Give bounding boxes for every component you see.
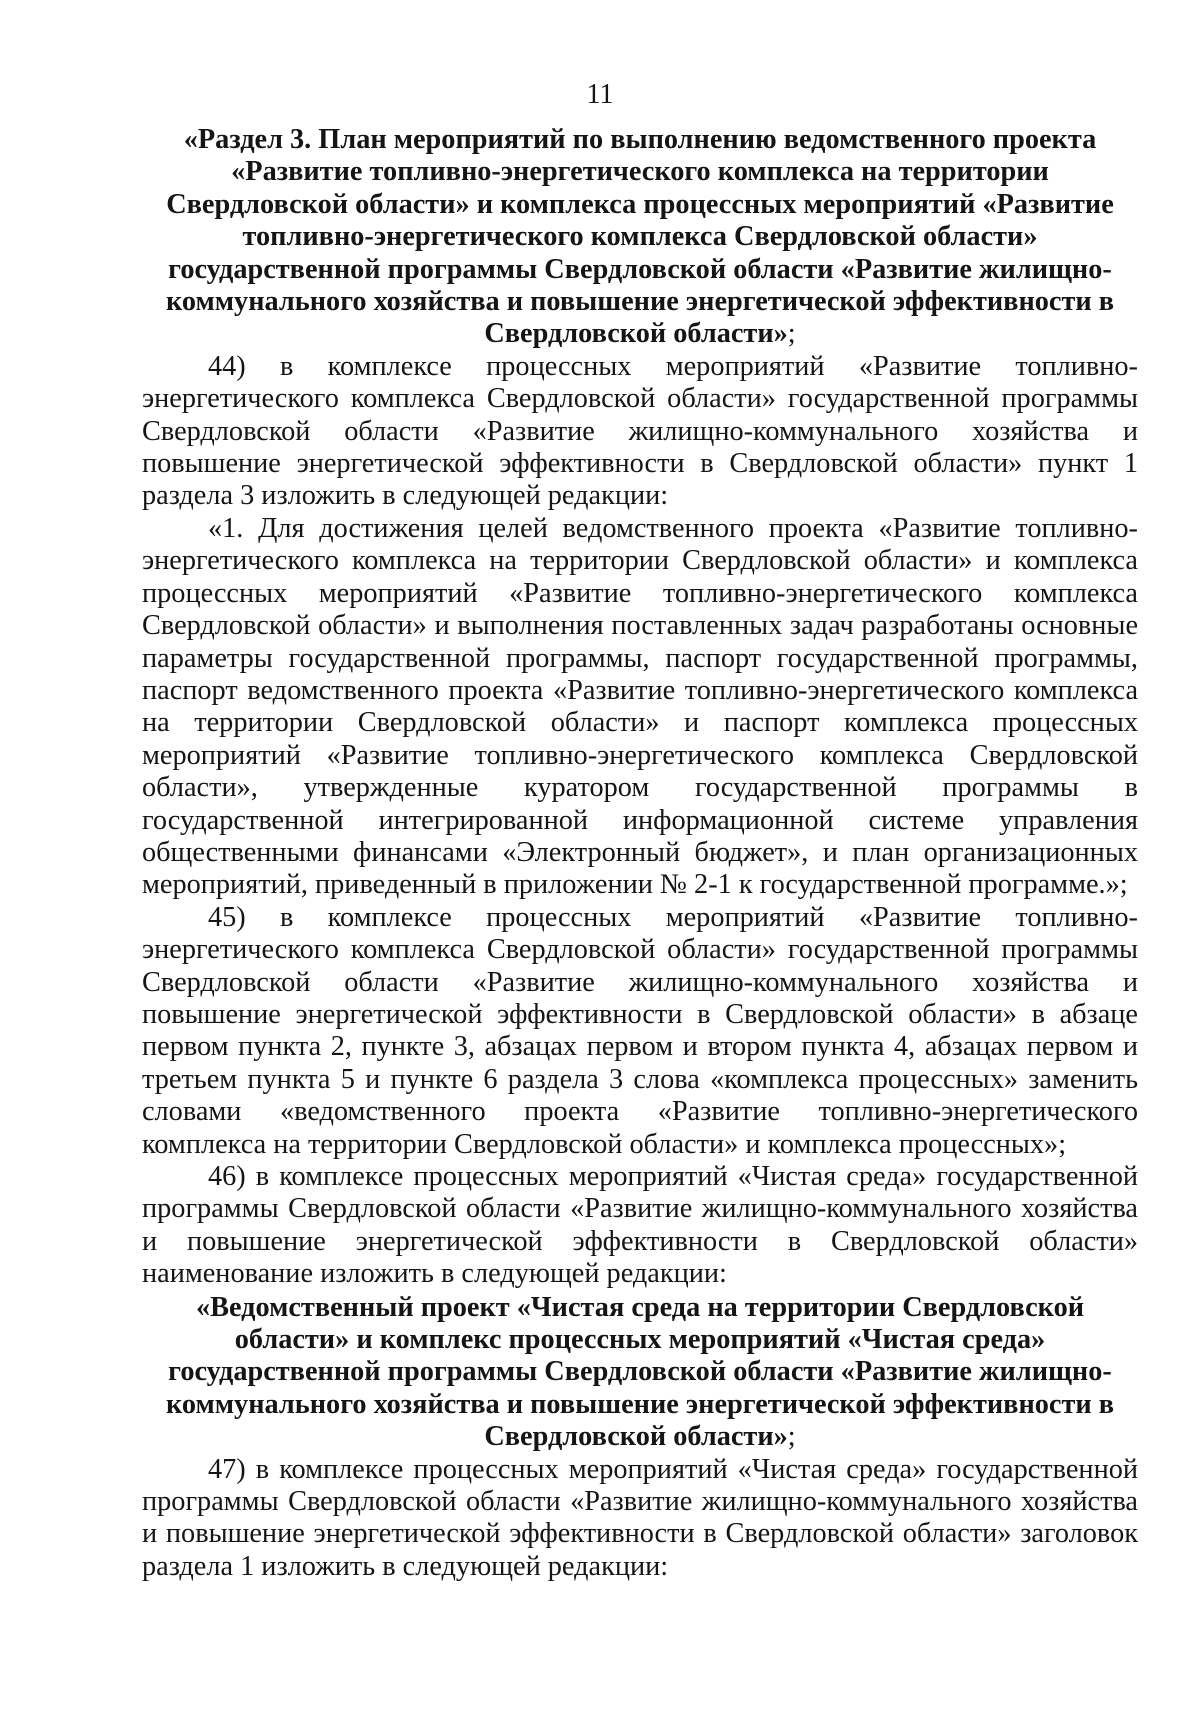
subsection-heading-title: «Ведомственный проект «Чистая среда на территории Свердловской области» и комплекс процессных мероприятий «Чистая среда» государственной программы Свердловской области «Развитие жилищно-коммунального хозяйства и повышение энергетической эффективности в Свердловской области» — [165, 1291, 1115, 1453]
paragraph-47: 47) в комплексе процессных мероприятий «Чистая среда» государственной программы Свердловской области «Развитие жилищно-коммунального хозяйства и повышение энергетической эффективности в Свердловской области» заголовок раздела 1 изложить в следующей редакции: — [142, 1453, 1138, 1582]
paragraph-45: 45) в комплексе процессных мероприятий «Развитие топливно-энергетического комплекса Свердловской области» государственной программы Свердловской области «Развитие жилищно-коммунального хозяйства и повышение энергетической эффективности в Свердловской области» в абзаце первом пункта 2, пункте 3, абзацах первом и втором пункта 4, абзацах первом и третьем пункта 5 и пункте 6 раздела 3 слова «комплекса процессных» заменить словами «ведомственного проекта «Развитие топливно-энергетического комплекса на территории Свердловской области» и комплекса процессных»; — [142, 901, 1138, 1160]
section-heading — [142, 124, 1138, 351]
paragraph-quoted-item-1: «1. Для достижения целей ведомственного проекта «Развитие топливно-энергетического комплекса на территории Свердловской области» и комплекса процессных мероприятий «Развитие топливно-энергетического комплекса Свердловской области» и выполнения поставленных задач разработаны основные параметры государственной программы, паспорт государственной программы, паспорт ведомственного проекта «Развитие топливно-энергетического комплекса на территории Свердловской области» и паспорт комплекса процессных мероприятий «Развитие топливно-энергетического комплекса Свердловской области», утвержденные куратором государственной программы в государственной интегрированной информационной системе управления общественными финансами «Электронный бюджет», и план организационных мероприятий, приведенный в приложении № 2-1 к государственной программе.»; — [142, 512, 1138, 901]
page-number: 11 — [586, 79, 614, 110]
paragraph-44: 44) в комплексе процессных мероприятий «Развитие топливно-энергетического комплекса Свердловской области» государственной программы Свердловской области «Развитие жилищно-коммунального хозяйства и повышение энергетической эффективности в Свердловской области» пункт 1 раздела 3 изложить в следующей редакции: — [142, 350, 1138, 512]
section-heading-suffix: ; — [787, 318, 796, 350]
document-body — [142, 124, 1138, 1583]
subsection-heading — [142, 1292, 1138, 1454]
section-heading-title: «Раздел 3. План мероприятий по выполнению ведомственного проекта «Развитие топливно-энергетического комплекса на территории Свердловской области» и комплекса процессных мероприятий «Развитие топливно-энергетического комплекса Свердловской области» государственной программы Свердловской области «Развитие жилищно-коммунального хозяйства и повышение энергетической эффективности в Свердловской области» — [165, 124, 1115, 350]
subsection-heading-suffix: ; — [787, 1421, 796, 1453]
paragraph-46: 46) в комплексе процессных мероприятий «Чистая среда» государственной программы Свердловской области «Развитие жилищно-коммунального хозяйства и повышение энергетической эффективности в Свердловской области» наименование изложить в следующей редакции: — [142, 1161, 1138, 1290]
